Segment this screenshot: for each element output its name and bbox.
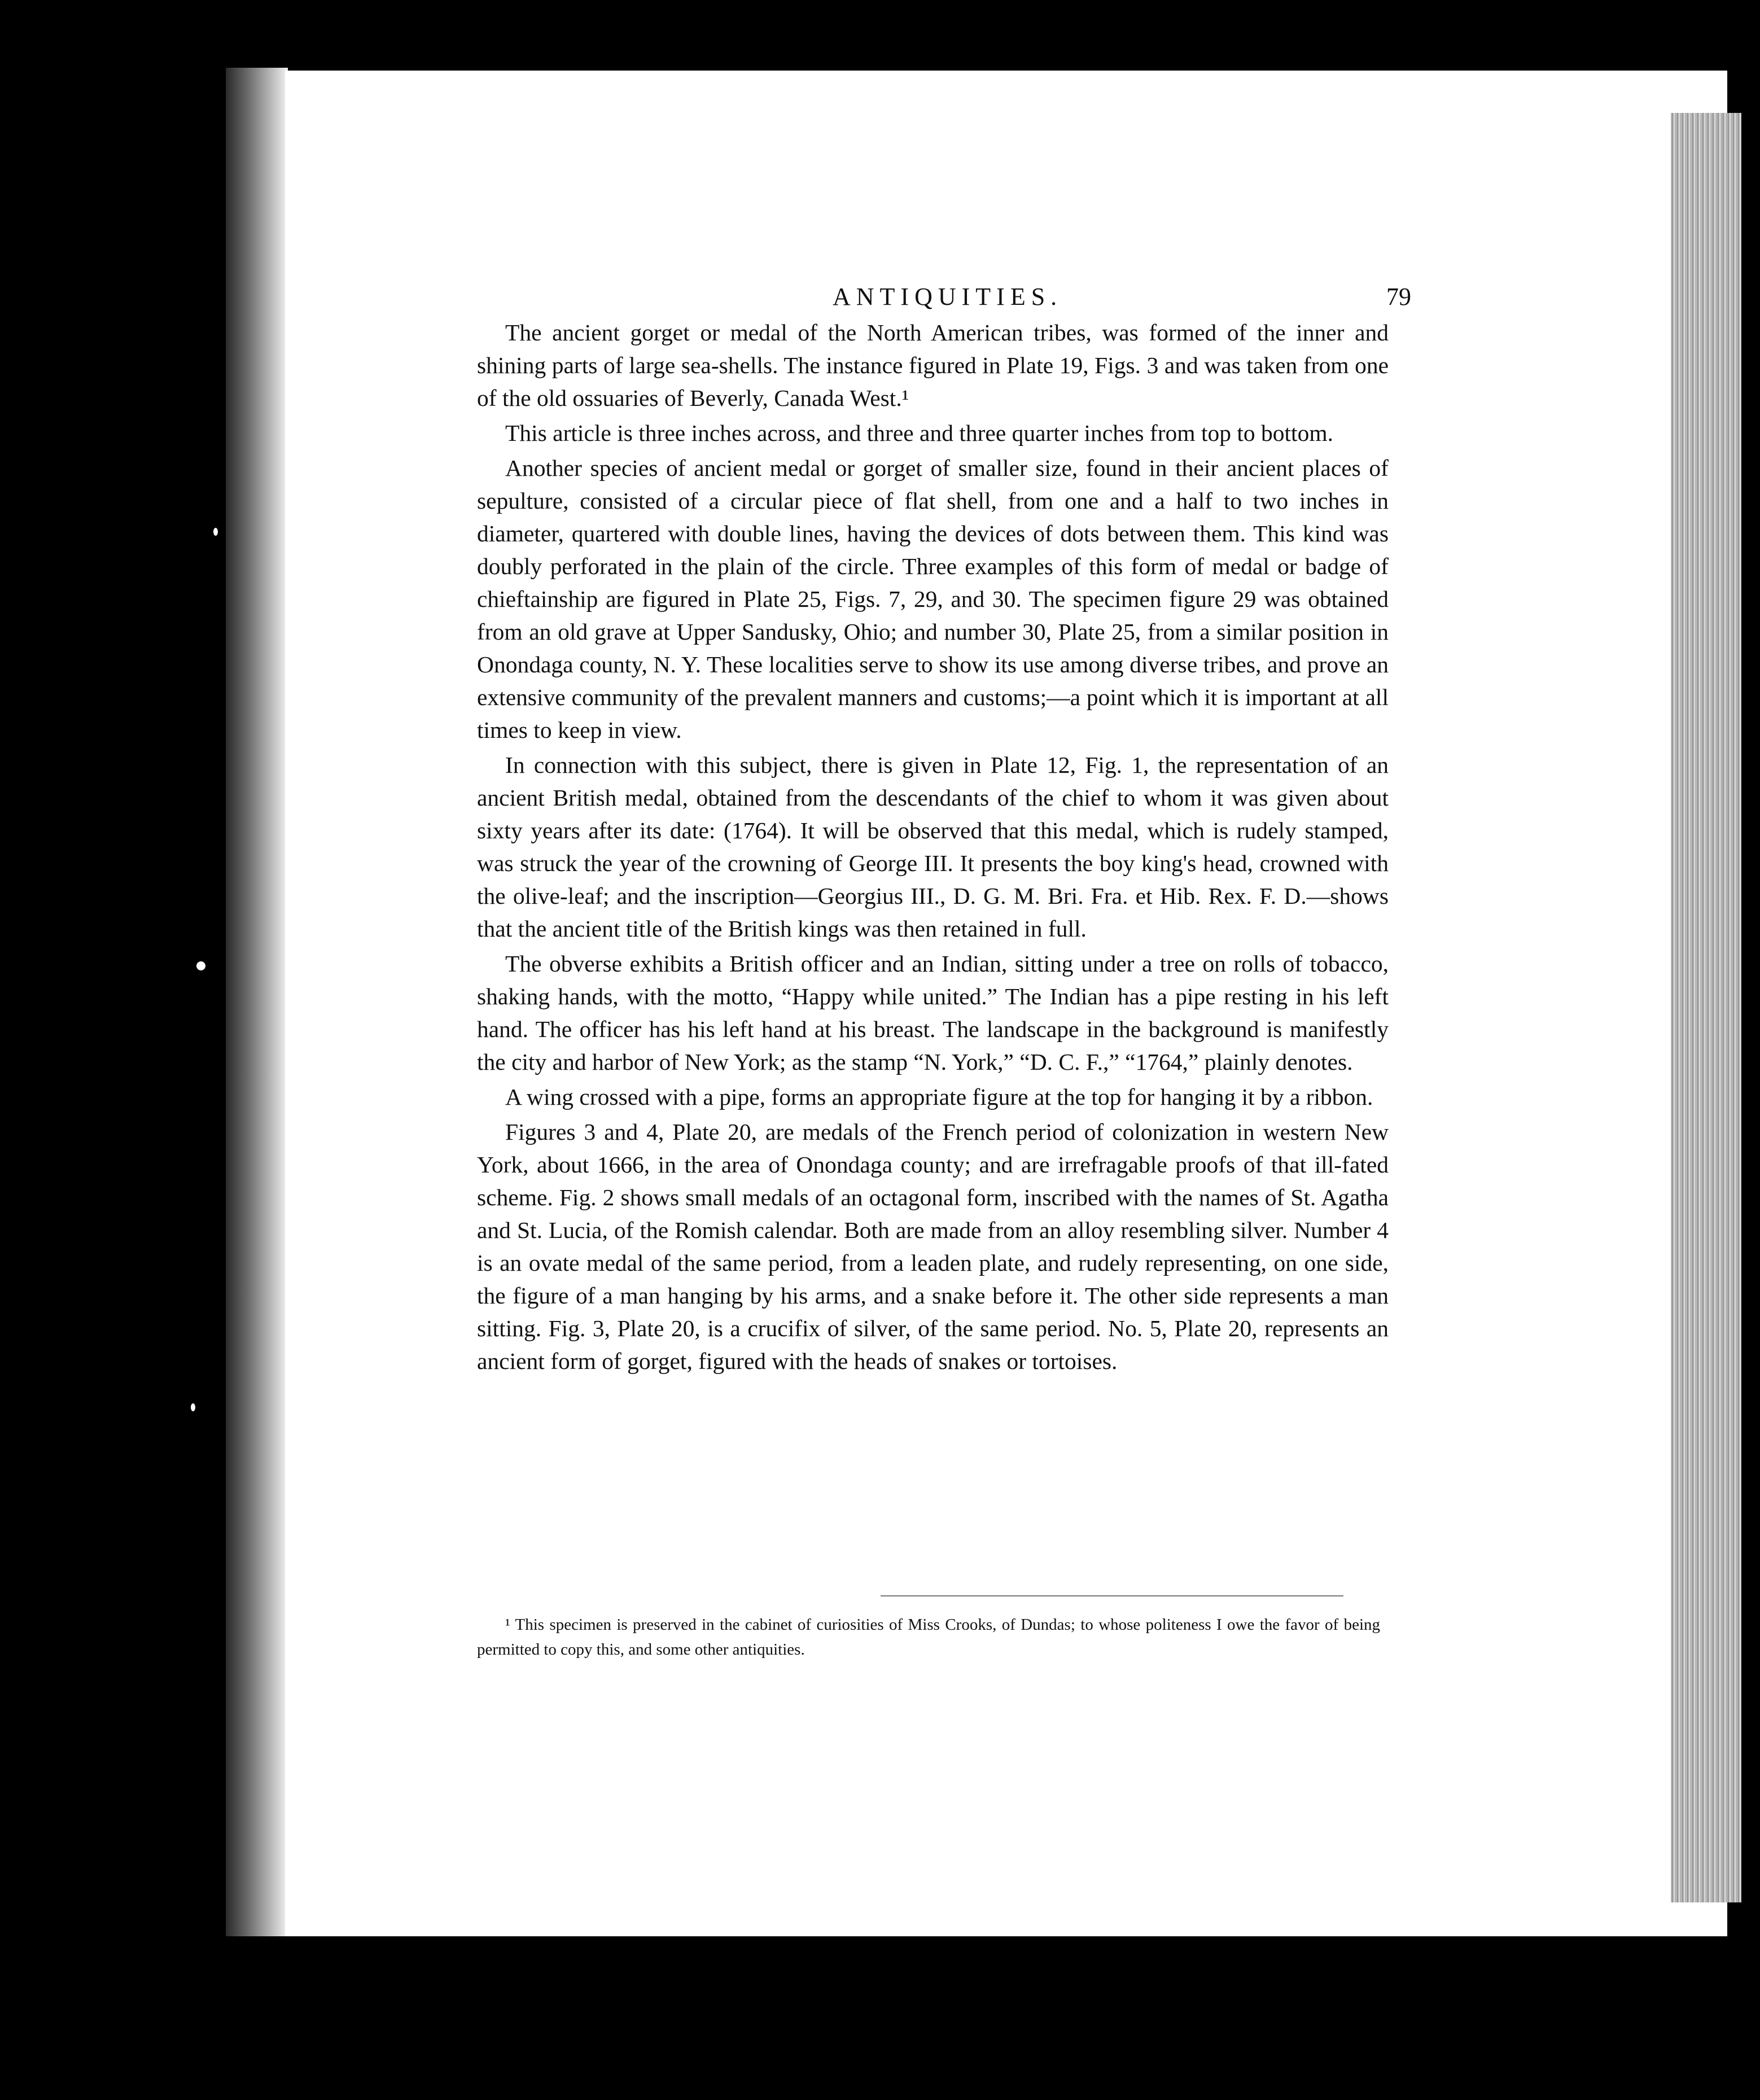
paragraph: The ancient gorget or medal of the North American tribes, was formed of the inner and shining parts of large sea-shells. The instance figured in Plate 19, Figs. 3 and was taken from one of the old ossuaries of Beverly, Canada West.¹ bbox=[477, 320, 1389, 411]
running-head: ANTIQUITIES. bbox=[833, 283, 1063, 310]
paragraph: This article is three inches across, and three and three quarter inches from top to bottom. bbox=[505, 420, 1333, 446]
paragraph: Another species of ancient medal or gorget of smaller size, found in their ancient places of sepulture, consisted of a circular piece of flat shell, from one and a half to two inches in diameter, quartered with double lines, having the devices of dots between them. This kind was doubly perforated in the plain of the circle. Three examples of this form of medal or badge of chieftainship are figured in Plate 25, Figs. 7, 29, and 30. The specimen figure 29 was obtained from an old grave at Upper Sandusky, Ohio; and number 30, Plate 25, from a similar position in Onondaga county, N. Y. These localities serve to show its use among diverse tribes, and prove an extensive community of the prevalent manners and customs;—a point which it is important at all times to keep in view. bbox=[477, 455, 1389, 743]
margin-speck bbox=[191, 1403, 195, 1411]
body-text bbox=[477, 316, 1389, 1380]
paragraph: The obverse exhibits a British officer and an Indian, sitting under a tree on rolls of tobacco, shaking hands, with the motto, “Happy while united.” The Indian has a pipe resting in his left hand. The officer has his left hand at his breast. The landscape in the background is manifestly the city and harbor of New York; as the stamp “N. York,” “D. C. F.,” “1764,” plainly denotes. bbox=[477, 951, 1389, 1075]
footnote-rule bbox=[881, 1595, 1343, 1596]
page-edges bbox=[1671, 113, 1741, 1902]
margin-speck bbox=[213, 528, 218, 536]
footnote: ¹ This specimen is preserved in the cabinet of curiosities of Miss Crooks, of Dundas; to whose politeness I owe the favor of being permitted to copy this, and some other antiquities. bbox=[477, 1616, 1380, 1659]
paragraph: Figures 3 and 4, Plate 20, are medals of the French period of colonization in western New York, about 1666, in the area of Onondaga county; and are irrefragable proofs of that ill-fated scheme. Fig. 2 shows small medals of an octagonal form, inscribed with the names of St. Agatha and St. Lucia, of the Romish calendar. Both are made from an alloy resembling silver. Number 4 is an ovate medal of the same period, from a leaden plate, and rudely representing, on one side, the figure of a man hanging by his arms, and a snake before it. The other side represents a man sitting. Fig. 3, Plate 20, is a crucifix of silver, of the same period. No. 5, Plate 20, represents an ancient form of gorget, figured with the heads of snakes or tortoises. bbox=[477, 1119, 1389, 1374]
paragraph: In connection with this subject, there is given in Plate 12, Fig. 1, the representation of an ancient British medal, obtained from the descendants of the chief to whom it was given about sixty years after its date: (1764). It will be observed that this medal, which is rudely stamped, was struck the year of the crowning of George III. It presents the boy king's head, crowned with the olive-leaf; and the inscription—Georgius III., D. G. M. Bri. Fra. et Hib. Rex. F. D.—shows that the ancient title of the British kings was then retained in full. bbox=[477, 752, 1389, 942]
margin-speck bbox=[196, 961, 205, 970]
page-number: 79 bbox=[1386, 283, 1411, 310]
book-spine-shadow bbox=[226, 68, 288, 1936]
paragraph: A wing crossed with a pipe, forms an appropriate figure at the top for hanging it by a ribbon. bbox=[505, 1084, 1373, 1110]
